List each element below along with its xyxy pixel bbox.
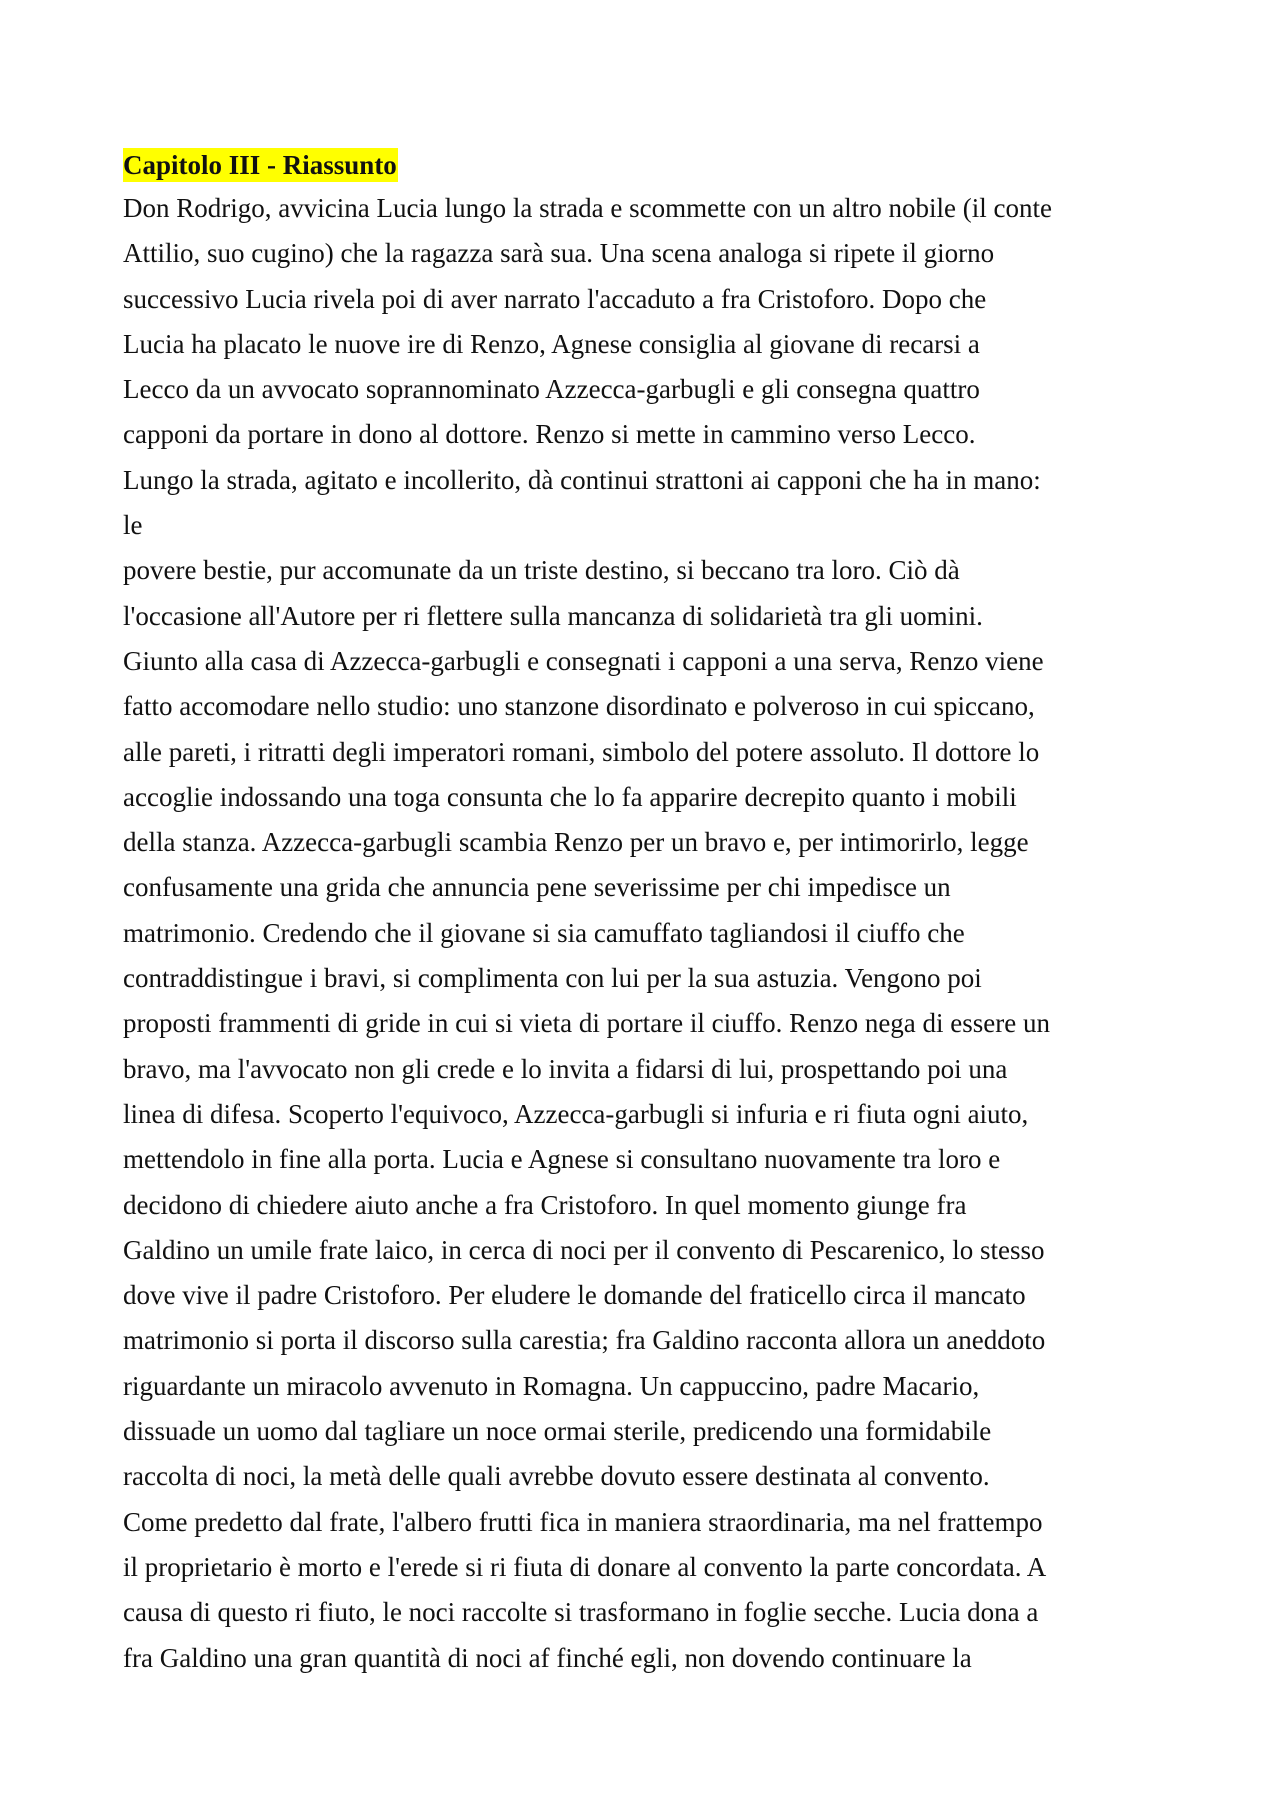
text-line: della stanza. Azzecca-garbugli scambia Renzo per un bravo e, per intimorirlo, legge bbox=[123, 827, 1029, 858]
document-body bbox=[123, 148, 1183, 1681]
text-line: alle pareti, i ritratti degli imperatori romani, simbolo del potere assoluto. Il dottore lo bbox=[123, 736, 1040, 767]
text-line: fra Galdino una gran quantità di noci af finché egli, non dovendo continuare la bbox=[123, 1642, 972, 1673]
text-line: riguardante un miracolo avvenuto in Romagna. Un cappuccino, padre Macario, bbox=[123, 1370, 980, 1401]
text-line: matrimonio si porta il discorso sulla carestia; fra Galdino racconta allora un aneddoto bbox=[123, 1325, 1046, 1356]
text-line: capponi da portare in dono al dottore. Renzo si mette in cammino verso Lecco. bbox=[123, 419, 976, 450]
text-line: Lungo la strada, agitato e incollerito, dà continui strattoni ai capponi che ha in mano: bbox=[123, 464, 1041, 495]
text-line: bravo, ma l'avvocato non gli crede e lo invita a fidarsi di lui, prospettando poi una bbox=[123, 1053, 1008, 1084]
text-line: mettendolo in fine alla porta. Lucia e Agnese si consultano nuovamente tra loro e bbox=[123, 1144, 1001, 1175]
title-line bbox=[123, 148, 1183, 182]
text-line: Giunto alla casa di Azzecca-garbugli e consegnati i capponi a una serva, Renzo viene bbox=[123, 645, 1044, 676]
text-line: povere bestie, pur accomunate da un triste destino, si beccano tra loro. Ciò dà bbox=[123, 555, 960, 586]
text-line: Don Rodrigo, avvicina Lucia lungo la strada e scommette con un altro nobile (il conte bbox=[123, 193, 1052, 223]
text-line: confusamente una grida che annuncia pene severissime per chi impedisce un bbox=[123, 872, 951, 903]
text-line: il proprietario è morto e l'erede si ri fiuta di donare al convento la parte concordata. A bbox=[123, 1551, 1047, 1582]
text-line: dissuade un uomo dal tagliare un noce ormai sterile, predicendo una formidabile bbox=[123, 1416, 992, 1447]
text-line: causa di questo ri fiuto, le noci raccolte si trasformano in foglie secche. Lucia dona a bbox=[123, 1597, 1039, 1628]
text-line: fatto accomodare nello studio: uno stanzone disordinato e polveroso in cui spiccano, bbox=[123, 691, 1035, 722]
text-line: dove vive il padre Cristoforo. Per eludere le domande del fraticello circa il mancato bbox=[123, 1280, 1026, 1311]
text-line: Come predetto dal frate, l'albero frutti fica in maniera straordinaria, ma nel frattempo bbox=[123, 1506, 1043, 1537]
text-line: le bbox=[123, 510, 143, 541]
text-line: l'occasione all'Autore per ri flettere sulla mancanza di solidarietà tra gli uomini. bbox=[123, 600, 983, 631]
chapter-title: Capitolo III - Riassunto bbox=[123, 150, 397, 180]
text-line: Lucia ha placato le nuove ire di Renzo, Agnese consiglia al giovane di recarsi a bbox=[123, 328, 980, 359]
text-line: proposti frammenti di gride in cui si vieta di portare il ciuffo. Renzo nega di essere un bbox=[123, 1008, 1050, 1039]
text-line: contraddistingue i bravi, si complimenta con lui per la sua astuzia. Vengono poi bbox=[123, 963, 982, 994]
text-line: linea di difesa. Scoperto l'equivoco, Azzecca-garbugli si infuria e ri fiuta ogni aiuto, bbox=[123, 1098, 1029, 1129]
text-line: decidono di chiedere aiuto anche a fra Cristoforo. In quel momento giunge fra bbox=[123, 1189, 967, 1220]
text-line: matrimonio. Credendo che il giovane si sia camuffato tagliandosi il ciuffo che bbox=[123, 917, 965, 948]
text-line: successivo Lucia rivela poi di aver narrato l'accaduto a fra Cristoforo. Dopo che bbox=[123, 283, 987, 314]
text-line: Attilio, suo cugino) che la ragazza sarà sua. Una scena analoga si ripete il giorno bbox=[123, 238, 995, 269]
text-line: Lecco da un avvocato soprannominato Azzecca-garbugli e gli consegna quattro bbox=[123, 374, 980, 405]
text-line: raccolta di noci, la metà delle quali avrebbe dovuto essere destinata al convento. bbox=[123, 1461, 990, 1492]
text-line: Galdino un umile frate laico, in cerca di noci per il convento di Pescarenico, lo stesso bbox=[123, 1234, 1045, 1265]
text-line: accoglie indossando una toga consunta che lo fa apparire decrepito quanto i mobili bbox=[123, 781, 1017, 812]
